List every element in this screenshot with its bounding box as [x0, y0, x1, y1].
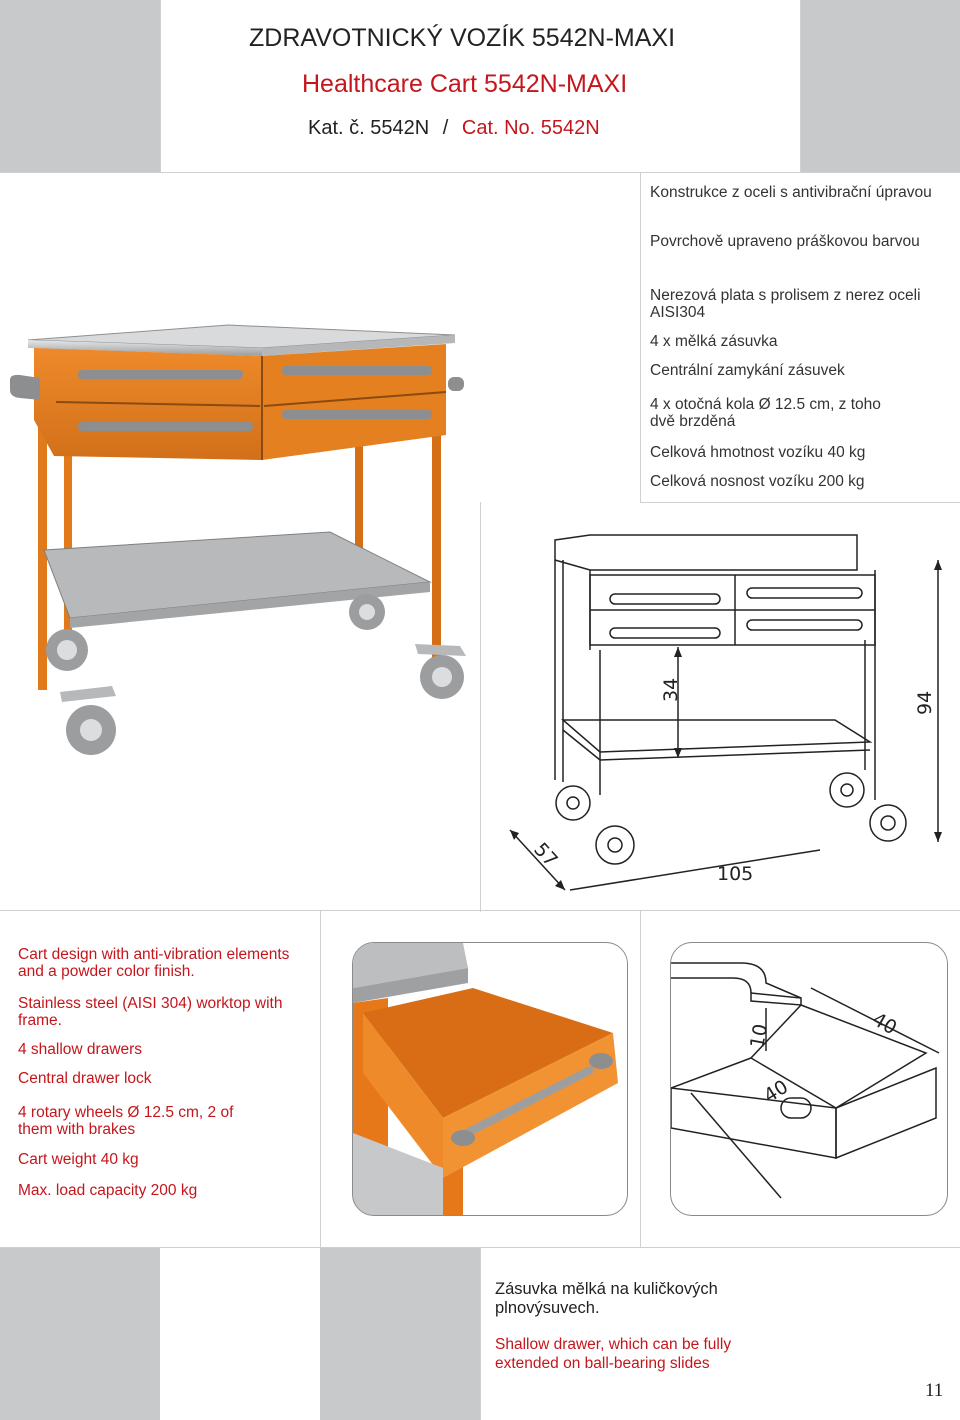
drawer-dimension-height: 10	[746, 1022, 773, 1050]
wheel	[349, 594, 385, 630]
catalog-separator: /	[442, 117, 449, 139]
top-left-grey-block	[0, 0, 160, 172]
spec-cz-8: Celková nosnost vozíku 200 kg	[650, 473, 865, 490]
catalog-number-english: Cat. No. 5542N	[461, 117, 600, 139]
spec-cz-7: Celková hmotnost vozíku 40 kg	[650, 444, 866, 461]
spec-en-1: Cart design with anti-vibration elements and a powder color finish.	[18, 946, 290, 980]
drawer-dimension-drawing	[671, 943, 947, 1215]
catalog-number-czech: Kat. č. 5542N	[308, 117, 430, 139]
spec-cz-1: Konstrukce z oceli s antivibrační úpravou	[650, 184, 932, 201]
top-right-grey-block	[800, 0, 960, 172]
bottom-mid-grey-block	[320, 1247, 480, 1420]
page-number: 11	[925, 1380, 944, 1401]
caption-czech: Zásuvka mělká na kuličkových plnovýsuvech.	[495, 1280, 718, 1317]
spec-cz-5: Centrální zamykání zásuvek	[650, 362, 845, 379]
caption-english: Shallow drawer, which can be fully extended on ball-bearing slides	[495, 1336, 732, 1372]
wheel	[420, 655, 464, 699]
wheel	[66, 705, 116, 755]
wheel	[46, 629, 88, 671]
drawer-render-frame	[352, 942, 628, 1216]
bottom-left-grey-block	[0, 1247, 160, 1420]
spec-cz-2: Povrchově upraveno práškovou barvou	[650, 233, 920, 250]
dimension-height: 94	[914, 690, 936, 715]
dimension-width: 105	[717, 863, 754, 885]
drawer-dimension-depth: 40	[759, 1075, 793, 1108]
cart-dimension-drawing	[495, 520, 955, 900]
spec-en-5: 4 rotary wheels Ø 12.5 cm, 2 of them with brakes	[18, 1104, 234, 1138]
catalog-line	[308, 117, 600, 140]
spec-en-3: 4 shallow drawers	[18, 1041, 143, 1058]
drawer-drawing-frame	[670, 942, 948, 1216]
title-czech: ZDRAVOTNICKÝ VOZÍK 5542N-MAXI	[249, 24, 676, 52]
dimension-drawer-height: 34	[660, 677, 682, 702]
dimension-depth: 57	[529, 838, 562, 872]
spec-en-7: Max. load capacity 200 kg	[18, 1182, 198, 1199]
spec-en-2: Stainless steel (AISI 304) worktop with frame.	[18, 995, 283, 1029]
spec-cz-4: 4 x mělká zásuvka	[650, 333, 778, 350]
spec-cz-6: 4 x otočná kola Ø 12.5 cm, z toho dvě brzděná	[650, 396, 881, 430]
spec-en-6: Cart weight 40 kg	[18, 1151, 139, 1168]
title-english: Healthcare Cart 5542N-MAXI	[302, 70, 628, 98]
drawer-dimension-width: 40	[868, 1008, 901, 1040]
cart-render-image	[0, 300, 480, 760]
spec-en-4: Central drawer lock	[18, 1070, 152, 1087]
drawer-render-image	[353, 943, 627, 1215]
spec-cz-3: Nerezová plata s prolisem z nerez oceli AISI304	[650, 287, 921, 321]
